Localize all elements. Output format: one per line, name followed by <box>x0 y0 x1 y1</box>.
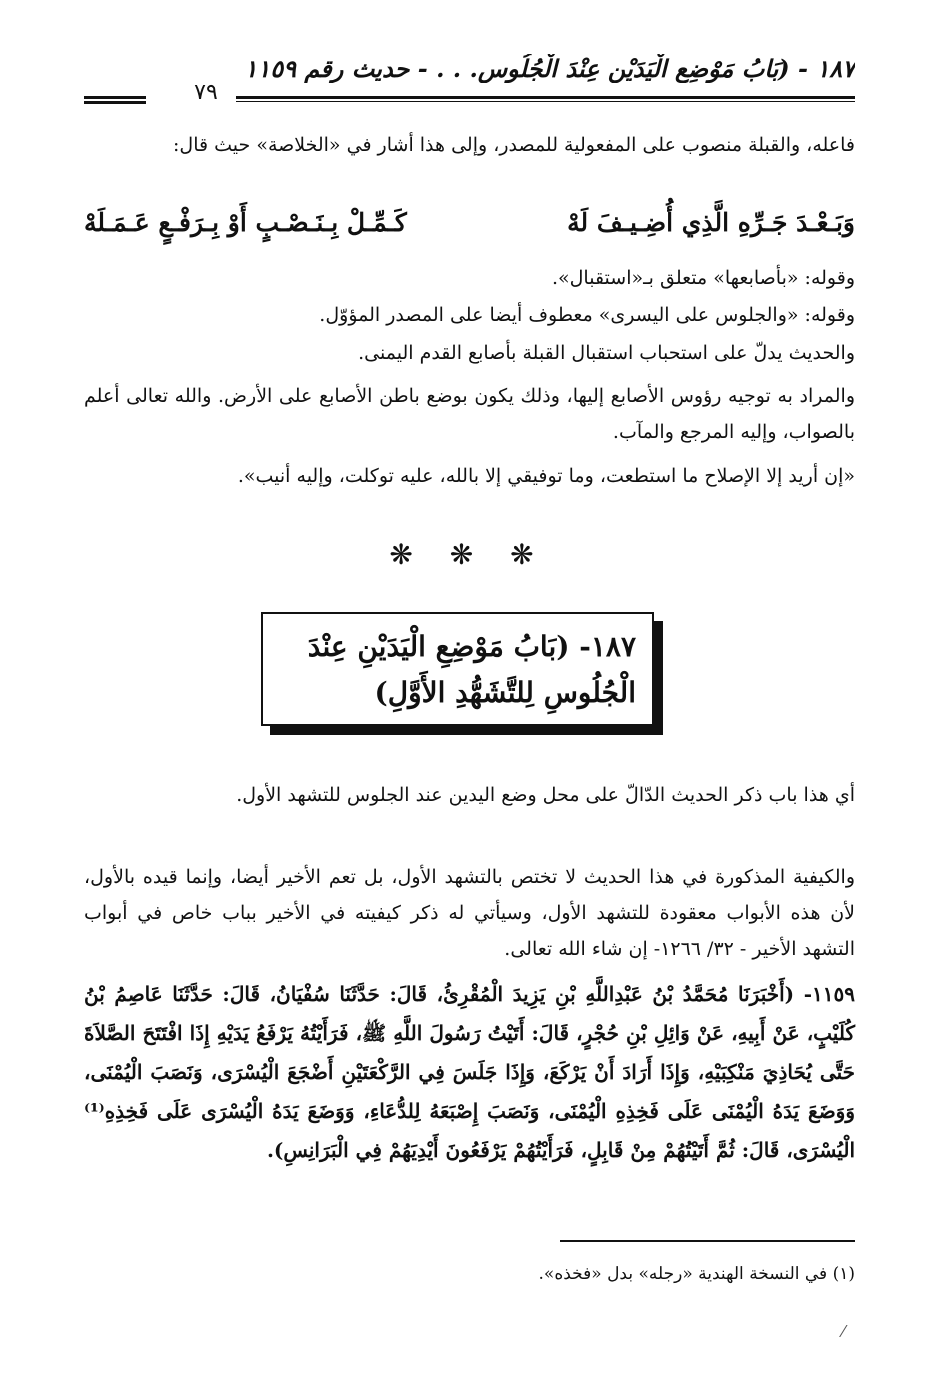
page-number: ٧٩ <box>194 80 218 105</box>
header-rule-right-thick <box>236 96 855 99</box>
footnote: (١) في النسخة الهندية «رجله» بدل «فخذه». <box>538 1264 855 1284</box>
verse-hemistich-first: وَبَـعْـدَ جَـرِّهِ الَّذِي أُضِـيـفَ لَهْ <box>567 208 855 237</box>
paragraph-comment-1: وقوله: «بأصابعها» متعلق بـ«استقبال». <box>551 267 855 289</box>
running-header-title: ١٨٧ - (بَابُ مَوْضِعِ الْيَدَيْنِ عِنْدَ الْجُلُوسِ. . . - حديث رقم ١١٥٩ <box>244 54 855 83</box>
footnote-separator <box>560 1240 855 1242</box>
chapter-heading-line-2: الْجُلُوسِ لِلتَّشَهُّدِ الأَوَّلِ) <box>374 676 636 709</box>
paragraph-comment-2: وقوله: «والجلوس على اليسرى» معطوف أيضا على المصدر المؤوّل. <box>319 304 855 326</box>
section-separator: ❋ ❋ ❋ <box>389 538 548 571</box>
paragraph-quran-quote: «إن أريد إلا الإصلاح ما استطعت، وما توفيقي إلا بالله، عليه توكلت، وإليه أنيب». <box>237 465 855 487</box>
corner-mark: ⁄ <box>842 1322 845 1341</box>
paragraph-chapter-explanation: أي هذا باب ذكر الحديث الدّالّ على محل وضع اليدين عند الجلوس للتشهد الأول. <box>236 784 855 806</box>
paragraph-chapter-detail: والكيفية المذكورة في هذا الحديث لا تختص بالتشهد الأول، بل تعم الأخير أيضا، وإنما قيده بالأول، لأن هذه الأبواب معقودة للتشهد الأول، وسيأتي له ذكر كيفيته في الأخير بباب خاص في أبواب التشهد الأخير - ٣٢/ ١٢٦٦- إن شاء الله تعالى. <box>84 866 855 960</box>
paragraph-intro: فاعله، والقبلة منصوب على المفعولية للمصدر، وإلى هذا أشار في «الخلاصة» حيث قال: <box>173 134 855 156</box>
header-rule-left-top <box>84 96 146 99</box>
header-rule-left-bottom <box>84 101 146 104</box>
header-rule-right-thin <box>236 101 855 102</box>
chapter-heading-line-1: ١٨٧- (بَابُ مَوْضِعِ الْيَدَيْنِ عِنْدَ <box>307 630 636 663</box>
chapter-heading-box <box>261 612 654 726</box>
paragraph-comment-3: والحديث يدلّ على استحباب استقبال القبلة بأصابع القدم اليمنى. <box>358 342 855 364</box>
hadith-text: ١١٥٩- (أَخْبَرَنَا مُحَمَّدُ بْنُ عَبْدِاللَّهِ بْنِ يَزِيدَ الْمُقْرِئُ، قَالَ: حَدَّثَنَا سُفْيَانُ، قَالَ: حَدَّثَنَا عَاصِمُ بْنُ كُلَيْبٍ، عَنْ أَبِيهِ، عَنْ وَائِلِ بْنِ حُجْرٍ، قَالَ: أَتَيْتُ رَسُولَ اللَّهِ ﷺ، فَرَأَيْتُهُ يَرْفَعُ يَدَيْهِ إِذَا افْتَتَحَ الصَّلاَةَ حَتَّى يُحَاذِيَ مَنْكِبَيْهِ، وَإِذَا أَرَادَ أَنْ يَرْكَعَ، وَإِذَا جَلَسَ فِي الرَّكْعَتَيْنِ أَضْجَعَ الْيُسْرَى، وَنَصَبَ الْيُمْنَى، وَوَضَعَ يَدَهُ الْيُمْنَى عَلَى فَخِذِهِ الْيُمْنَى، وَنَصَبَ إِصْبَعَهُ لِلدُّعَاءِ، وَوَضَعَ يَدَهُ الْيُسْرَى عَلَى فَخِذِهِ⁽¹⁾ الْيُسْرَى، قَالَ: ثُمَّ أَتَيْتُهُمْ مِنْ قَابِلٍ، فَرَأَيْتُهُمْ يَرْفَعُونَ أَيْدِيَهُمْ فِي الْبَرَانِسِ). <box>84 982 855 1162</box>
verse-hemistich-second: كَـمِّـلْ بِـنَـصْـبٍ أَوْ بِـرَفْـعٍ عَـمَـلَهْ <box>84 208 407 237</box>
paragraph-comment-4: والمراد به توجيه رؤوس الأصابع إليها، وذلك يكون بوضع باطن الأصابع على الأرض. والله تعالى أعلم بالصواب، وإليه المرجع والمآب. <box>84 385 855 443</box>
